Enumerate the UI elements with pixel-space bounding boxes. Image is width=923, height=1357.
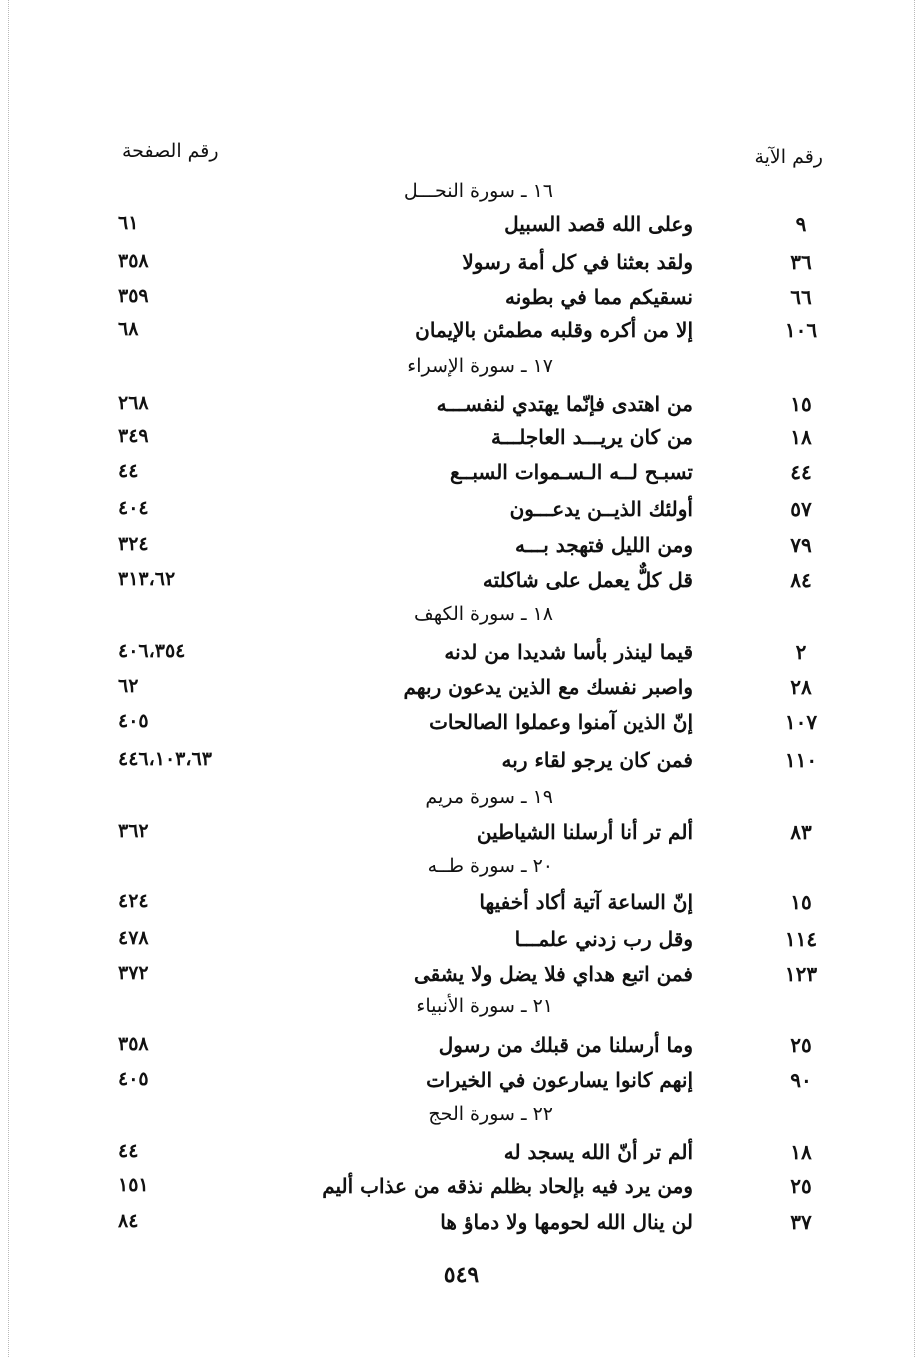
page-references: ٢٦٨ <box>118 392 149 414</box>
verse-number: ٤٤ <box>790 460 812 484</box>
verse-text: أولئك الذيــن يدعـــون <box>509 497 693 521</box>
page-references: ٣٥٨ <box>118 1033 149 1055</box>
verse-text: وعلى الله قصد السبيل <box>504 212 693 236</box>
verse-number: ٦٦ <box>790 285 812 309</box>
verse-number: ٧٩ <box>790 533 812 557</box>
index-entry <box>0 748 923 782</box>
page-references: ١٥١ <box>118 1174 149 1196</box>
surah-heading <box>0 995 923 1029</box>
verse-text: وما أرسلنا من قبلك من رسول <box>438 1033 693 1057</box>
page-references: ٨٤ <box>118 1210 139 1232</box>
page-references: ٤٤ <box>118 460 139 482</box>
index-entry <box>0 568 923 602</box>
index-entry <box>0 640 923 674</box>
verse-text: قيما لينذر بأسا شديدا من لدنه <box>444 640 693 664</box>
page-references: ٤٧٨ <box>118 927 149 949</box>
page-references: ٦١ <box>118 212 139 234</box>
page-references: ٤٠٤ <box>118 497 149 519</box>
verse-number: ٢ <box>795 640 807 664</box>
surah-title: ١٩ ـ سورة مريم <box>425 786 553 808</box>
index-entry <box>0 533 923 567</box>
page-references: ٤٤ <box>118 1140 139 1162</box>
verse-number: ١٥ <box>790 392 812 416</box>
verse-number: ١٨ <box>790 425 812 449</box>
index-entry <box>0 962 923 996</box>
verse-text: تسبـح لــه الـسـموات السبــع <box>449 460 693 484</box>
verse-number: ١٨ <box>790 1140 812 1164</box>
index-entry <box>0 318 923 352</box>
verse-number: ٢٥ <box>790 1174 812 1198</box>
page-references: ٤٤٦،١٠٣،٦٣ <box>118 748 212 770</box>
verse-text: قل كلٌّ يعمل على شاكلته <box>482 568 693 592</box>
verse-number: ١٢٣ <box>784 962 818 986</box>
index-entry <box>0 1174 923 1208</box>
verse-number: ٢٨ <box>790 675 812 699</box>
verse-number: ١١٤ <box>784 927 818 951</box>
index-entry <box>0 250 923 284</box>
index-entry <box>0 710 923 744</box>
surah-title: ١٧ ـ سورة الإسراء <box>407 355 553 377</box>
page-number: ٥٤٩ <box>443 1262 480 1288</box>
index-entry <box>0 1140 923 1174</box>
verse-number: ١٠٧ <box>784 710 818 734</box>
verse-text: واصبر نفسك مع الذين يدعون ربهم <box>403 675 693 699</box>
index-entry <box>0 927 923 961</box>
verse-text: ولقد بعثنا في كل أمة رسولا <box>462 250 693 274</box>
verse-text: إنّ الساعة آتية أكاد أخفيها <box>479 890 693 914</box>
page-references: ٤٠٥ <box>118 710 149 732</box>
surah-title: ٢٢ ـ سورة الحج <box>428 1103 553 1125</box>
index-entry <box>0 212 923 246</box>
page-references: ٤٠٥ <box>118 1068 149 1090</box>
surah-heading <box>0 355 923 389</box>
verse-number: ٨٤ <box>790 568 812 592</box>
page-references: ٣٧٢ <box>118 962 149 984</box>
verse-number: ٢٥ <box>790 1033 812 1057</box>
verse-text: ألم تر أنا أرسلنا الشياطين <box>476 820 693 844</box>
page-references: ٣٤٩ <box>118 425 149 447</box>
surah-heading <box>0 786 923 820</box>
page-references: ٤٢٤ <box>118 890 149 912</box>
surah-title: ٢٠ ـ سورة طــه <box>427 855 553 877</box>
verse-text: ومن الليل فتهجد بـــه <box>514 533 693 557</box>
page-references: ٣١٣،٦٢ <box>118 568 176 590</box>
surah-title: ١٨ ـ سورة الكهف <box>414 603 553 625</box>
verse-number: ٩٠ <box>790 1068 812 1092</box>
verse-number: ٩ <box>795 212 807 236</box>
verse-text: فمن اتبع هداي فلا يضل ولا يشقى <box>414 962 693 986</box>
index-entry <box>0 425 923 459</box>
surah-title: ٢١ ـ سورة الأنبياء <box>416 995 553 1017</box>
verse-text: من اهتدى فإنّما يهتدي لنفســـه <box>436 392 693 416</box>
verse-number: ١٠٦ <box>784 318 818 342</box>
index-entry <box>0 890 923 924</box>
verse-text: وقل رب زدني علمـــا <box>514 927 693 951</box>
page-references: ٣٥٩ <box>118 285 149 307</box>
verse-number: ٥٧ <box>790 497 812 521</box>
page-references: ٦٢ <box>118 675 139 697</box>
surah-heading <box>0 603 923 637</box>
verse-text: فمن كان يرجو لقاء ربه <box>501 748 693 772</box>
index-entry <box>0 1033 923 1067</box>
index-entry <box>0 1068 923 1102</box>
page-references: ٣٥٨ <box>118 250 149 272</box>
index-entry <box>0 497 923 531</box>
verse-text: ألم تر أنّ الله يسجد له <box>503 1140 693 1164</box>
verse-number: ٣٧ <box>790 1210 812 1234</box>
verse-number: ١٥ <box>790 890 812 914</box>
verse-text: إنّ الذين آمنوا وعملوا الصالحات <box>429 710 693 734</box>
verse-number: ٨٣ <box>790 820 812 844</box>
verse-text: من كان يريـــد العاجلـــة <box>490 425 693 449</box>
index-entry <box>0 1210 923 1244</box>
page-references: ٣٦٢ <box>118 820 149 842</box>
index-entry <box>0 460 923 494</box>
verse-text: إلا من أكره وقلبه مطمئن بالإيمان <box>415 318 693 342</box>
surah-heading <box>0 180 923 214</box>
verse-number: ٣٦ <box>790 250 812 274</box>
page-references: ٤٠٦،٣٥٤ <box>118 640 186 662</box>
index-entry <box>0 820 923 854</box>
index-entry <box>0 675 923 709</box>
surah-heading <box>0 855 923 889</box>
surah-title: ١٦ ـ سورة النحـــل <box>403 180 553 202</box>
verse-text: ومن يرد فيه بإلحاد بظلم نذقه من عذاب أليم <box>322 1174 693 1198</box>
page-number-header: رقم الصفحة <box>122 140 219 162</box>
verse-number: ١١٠ <box>784 748 818 772</box>
index-entry <box>0 392 923 426</box>
verse-number-header: رقم الآية <box>754 146 823 168</box>
page-references: ٦٨ <box>118 318 139 340</box>
verse-text: لن ينال الله لحومها ولا دماؤ ها <box>440 1210 693 1234</box>
surah-heading <box>0 1103 923 1137</box>
verse-text: نسقيكم مما في بطونه <box>505 285 693 309</box>
page-references: ٣٢٤ <box>118 533 149 555</box>
verse-text: إنهم كانوا يسارعون في الخيرات <box>426 1068 693 1092</box>
index-entry <box>0 285 923 319</box>
